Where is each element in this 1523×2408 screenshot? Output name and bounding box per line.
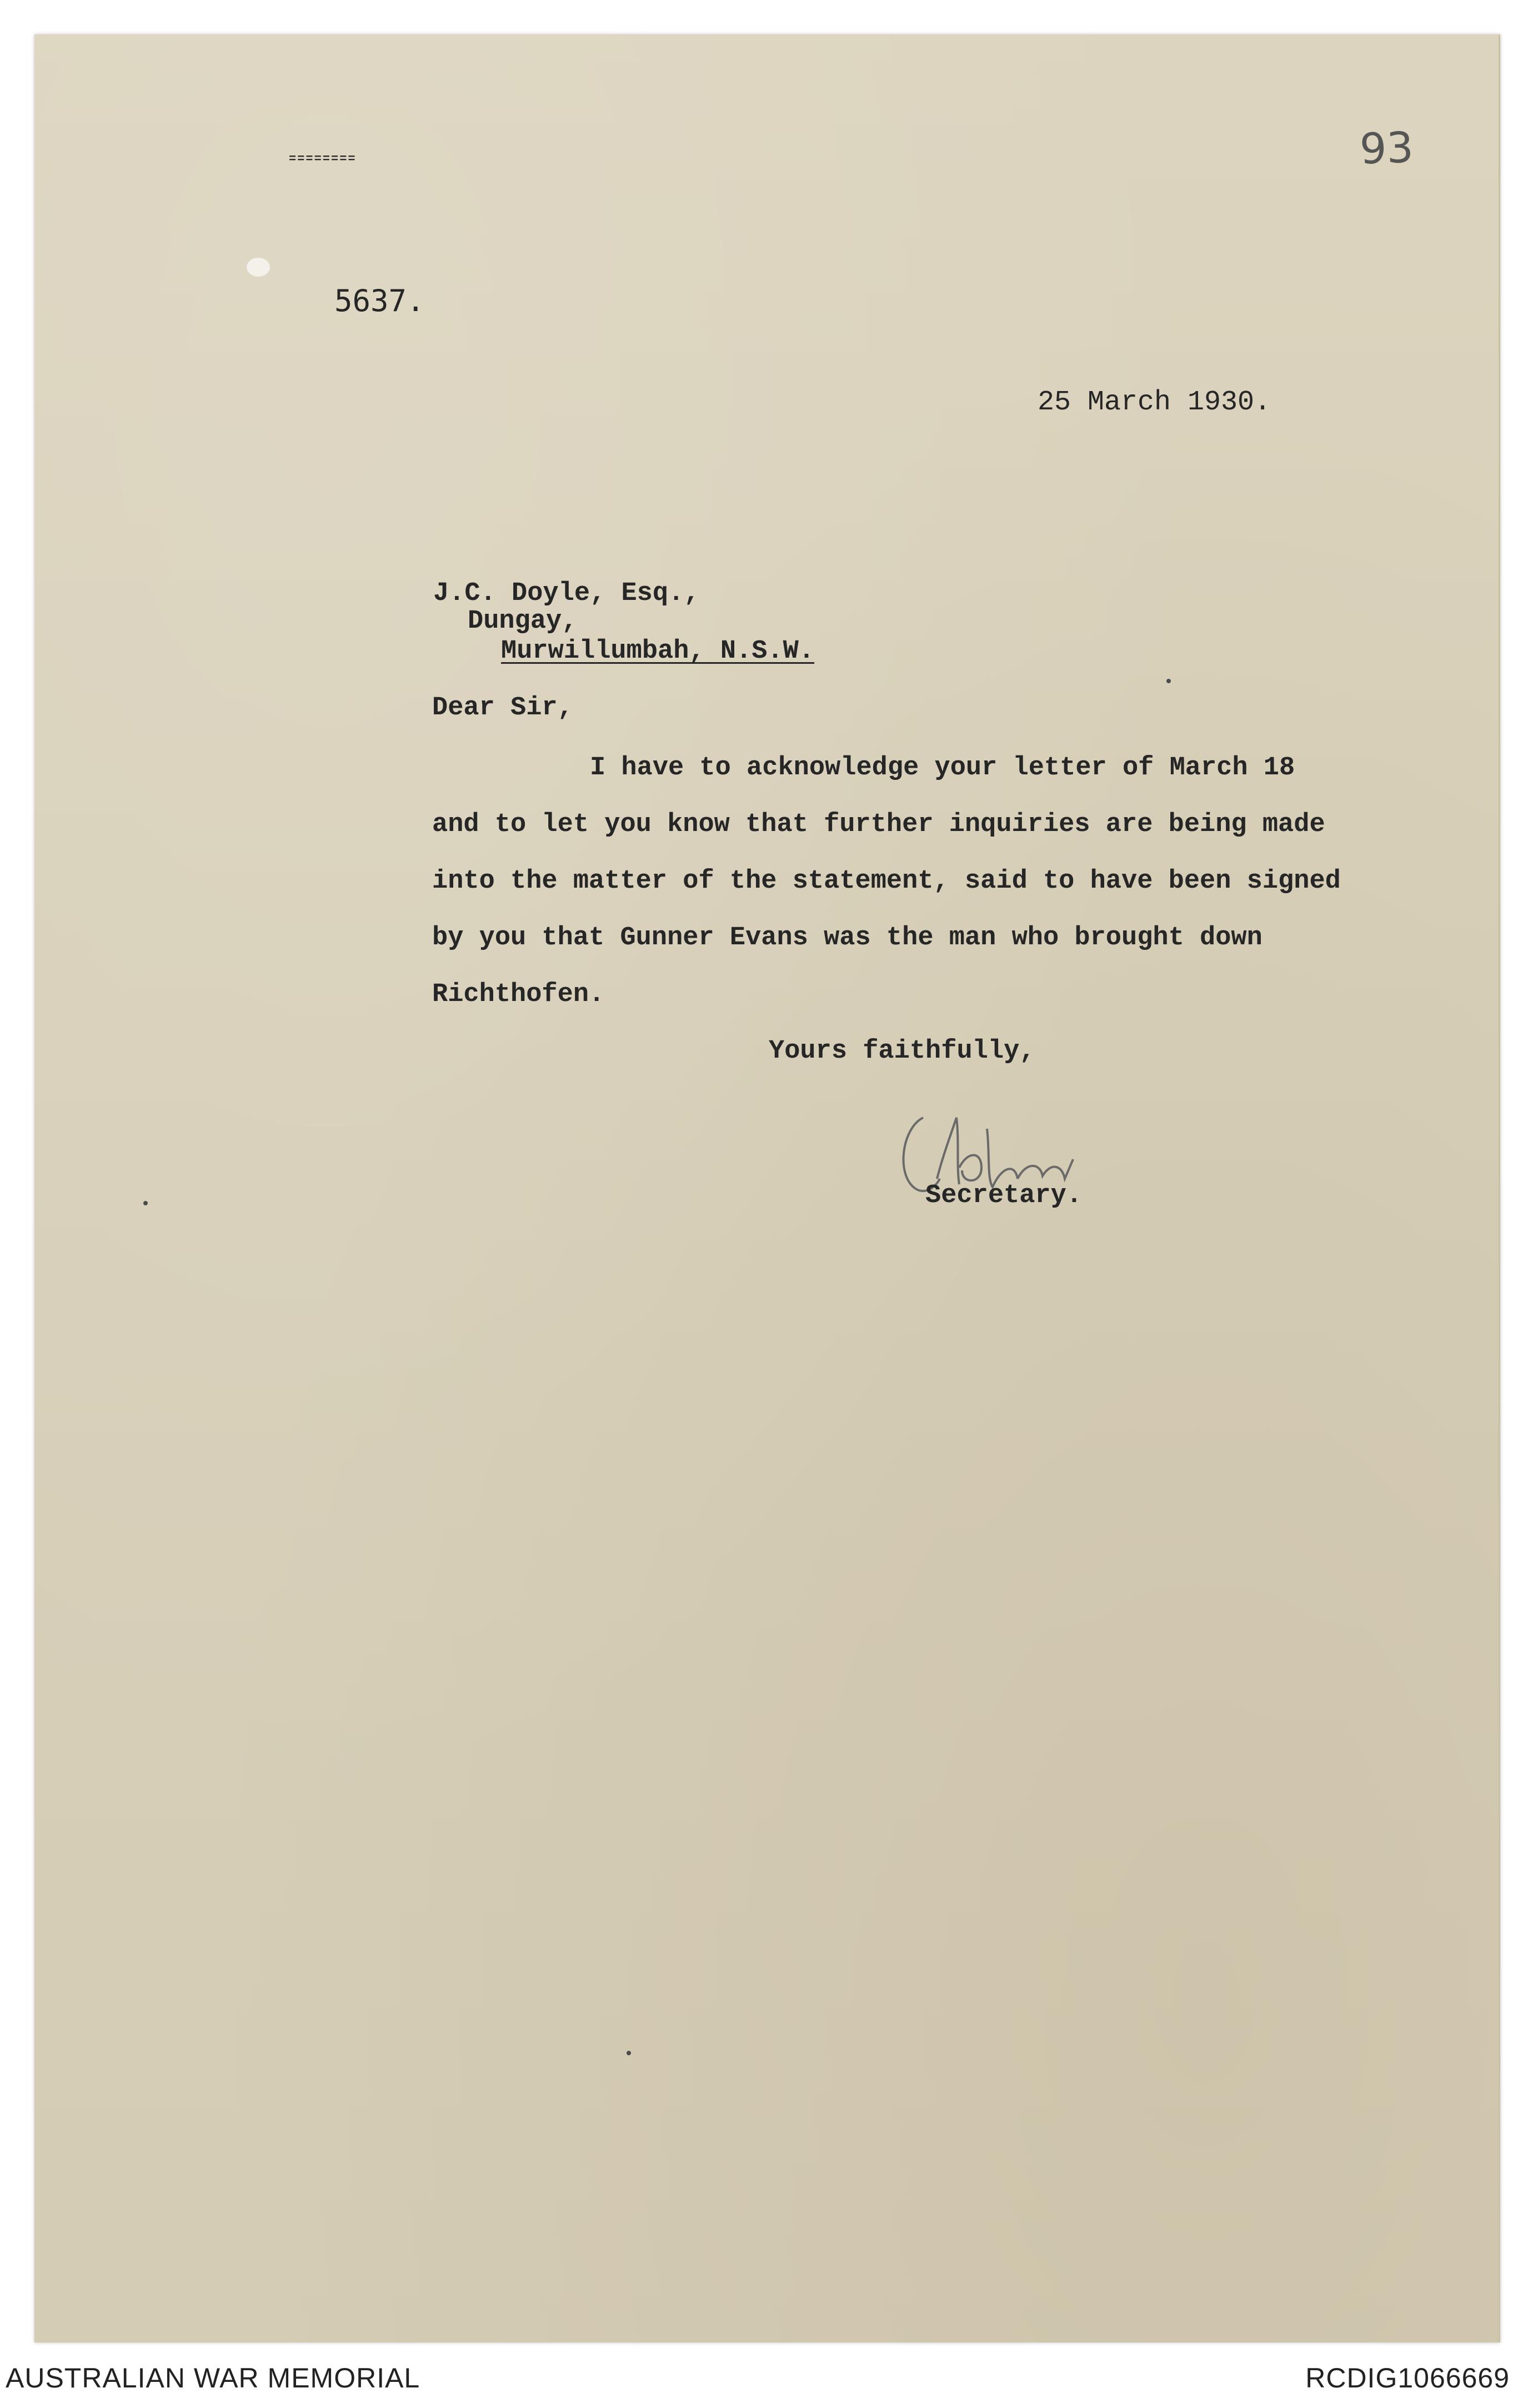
paper-speck [627,2051,631,2055]
header-marks: ======== [289,152,357,166]
footer-institution: AUSTRALIAN WAR MEMORIAL [6,2362,420,2394]
body-line: I have to acknowledge your letter of March 18 [590,753,1295,783]
body-line: and to let you know that further inquiries are being made [432,810,1325,839]
signatory-title: Secretary. [925,1181,1083,1210]
closing: Yours faithfully, [769,1037,1035,1066]
salutation: Dear Sir, [432,693,573,723]
letter-date: 25 March 1930. [1038,387,1271,418]
letter-page [34,34,1500,2342]
recipient-name: J.C. Doyle, Esq., [433,579,700,608]
paper-speck [1166,679,1171,683]
paper-speck [143,1201,148,1205]
body-line: into the matter of the statement, said to have been signed [432,867,1341,896]
reference-number: 5637. [334,283,425,318]
recipient-town: Murwillumbah, N.S.W. [501,637,815,666]
folio-number: 93 [1359,122,1415,174]
body-line: Richthofen. [432,980,605,1009]
recipient-locality: Dungay, [468,607,578,636]
footer-record-id: RCDIG1066669 [1305,2362,1510,2394]
punch-hole [247,258,270,277]
body-line: by you that Gunner Evans was the man who brought down [432,923,1263,953]
